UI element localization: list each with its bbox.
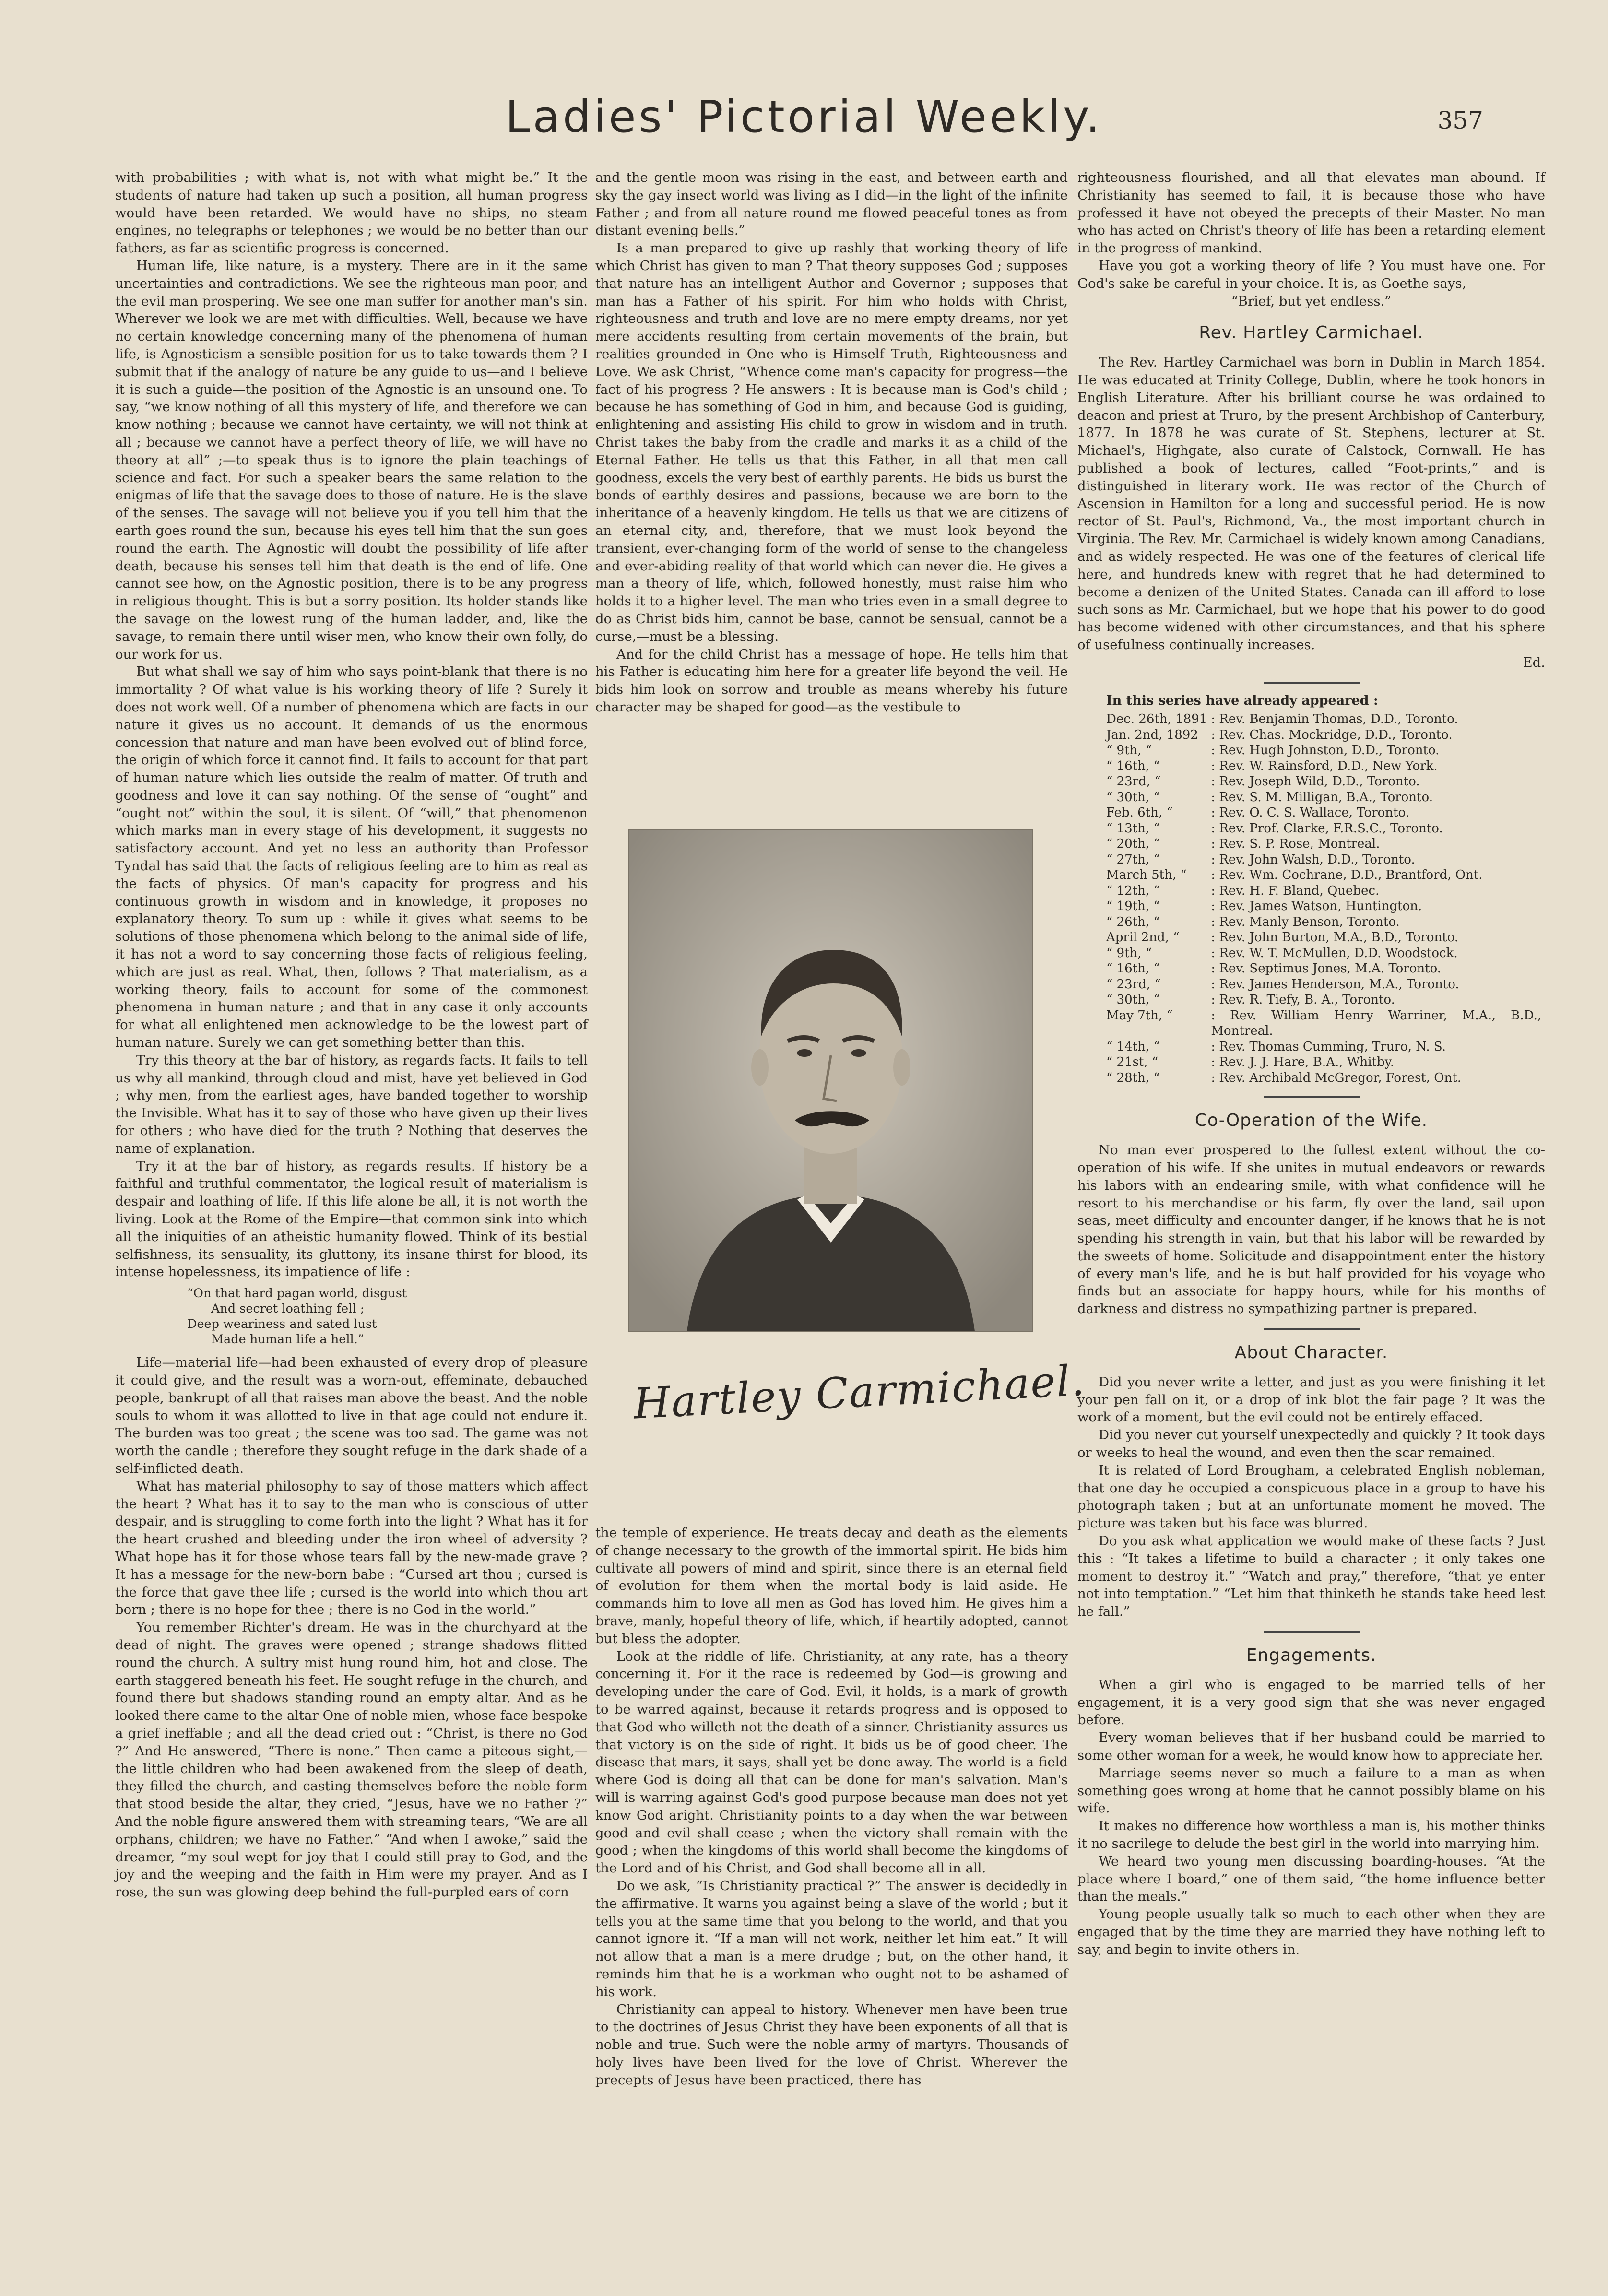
bio-heading: Rev. Hartley Carmichael. bbox=[1199, 323, 1424, 343]
series-name: : Rev. Chas. Mockridge, D.D., Toronto. bbox=[1211, 727, 1453, 742]
series-date: “ 26th, “ bbox=[1106, 914, 1160, 929]
series-row bbox=[1106, 805, 1545, 821]
cooperation-text: No man ever prospered to the fullest extent without the co-operation of his wife. If she unites in mutual endeavors or rewards his labors with an endearing smile, with what confidence will he resort to his merchandise or his farm, fly over the land, sail upon seas, meet difficulty and encounter danger, if he knows that he is not spending his strength in vain, but that his labor will be rewarded by the sweets of home. Solicitude and disappointment enter the history of every man's life, and he is but half provided for his voyage who finds but an associate for happy hours, while for his months of darkness and distress no sympathizing partner is prepared. bbox=[1077, 1142, 1545, 1317]
series-date: “ 16th, “ bbox=[1106, 961, 1160, 976]
engagements-paragraph: Every woman believes that if her husband could be married to some other woman for a week, he would know how to appreciate her. bbox=[1077, 1730, 1545, 1763]
character-paragraph: It is related of Lord Brougham, a celebrated English nobleman, that one day he occupied a conspicuous place in a group to have his photograph taken ; but at an unfortunate moment he moved. The picture was taken but his face was blurred. bbox=[1077, 1462, 1545, 1531]
series-name: : Rev. Manly Benson, Toronto. bbox=[1211, 914, 1400, 929]
series-date: “ 23rd, “ bbox=[1106, 977, 1161, 992]
character-paragraph: Do you ask what application we would make of these facts ? Just this : “It takes a lifetime to build a character ; it only takes one moment to destroy it.” “Watch and pray,” therefore, “that ye enter not into temptation.” “Let him that thinketh he stands take heed lest he fall.” bbox=[1077, 1533, 1545, 1620]
series-date: April 2nd, “ bbox=[1106, 930, 1180, 945]
series-name: : Rev. O. C. S. Wallace, Toronto. bbox=[1211, 805, 1409, 820]
engagements-paragraph: We heard two young men discussing boarding-houses. “At the place where I board,” one of them said, “the home influence better than the meals.” bbox=[1077, 1853, 1545, 1905]
series-name: : Rev. Prof. Clarke, F.R.S.C., Toronto. bbox=[1211, 821, 1443, 836]
article-paragraph: Life—material life—had been exhausted of every drop of pleasure it could give, and the result was a worn-out, effeminate, debauched people, bankrupt of all that raises man above the beast. And the noble souls to whom it was allotted to live in that age could not endure it. The burden was too great ; the scene was too sad. The game was not worth the candle ; therefore they sought refuge in the dark shade of a self-inflicted death. bbox=[115, 1355, 588, 1476]
series-table bbox=[1106, 711, 1545, 1086]
series-name: : Rev. James Henderson, M.A., Toronto. bbox=[1211, 977, 1459, 992]
bio-text: The Rev. Hartley Carmichael was born in Dublin in March 1854. He was educated at Trinity College, Dublin, where he took honors in English Literature. After his brilliant course he was ordained to deacon and priest at Truro, by the present Archbishop of Canterbury, 1877. In 1878 he was curate of St. Stephens, lecturer at St. Michael's, Highgate, also curate of Calstock, Cornwall. He has published a book of lectures, called “Foot-prints,” and is distinguished in literary work. He was rector of the Church of Ascension in Hamilton for a long and successful period. He is now rector of St. Paul's, Richmond, Va., the most important church in Virginia. The Rev. Mr. Carmichael is widely known among Canadians, and as widely respected. He was one of the features of clerical life here, and hundreds knew with regret that he had determined to become a denizen of the United States. Canada can ill afford to lose such sons as Mr. Carmichael, but we hope that his power to do good has become widened with other circumstances, and that his sphere of usefulness continually increases. bbox=[1077, 355, 1545, 652]
editor-signoff: Ed. bbox=[1523, 654, 1545, 670]
article-paragraph: with probabilities ; with what is, not with what might be.” It the students of nature had taken up such a position, all human progress would have been retarded. We would have no ships, no steam engines, no telegraphs or telephones ; we would be no better than our fathers, as far as scientific progress is concerned. bbox=[115, 170, 588, 256]
article-paragraph: Have you got a working theory of life ? You must have one. For God's sake be careful in your choice. It is, as Goethe says, bbox=[1077, 258, 1545, 291]
series-row bbox=[1106, 774, 1545, 790]
article-paragraph: And for the child Christ has a message of hope. He tells him that his Father is educating him here for a greater life beyond the veil. He bids him look on sorrow and trouble as means whereby his future character may be shaped for good—as the vestibule to bbox=[595, 646, 1068, 715]
portrait-photo bbox=[628, 829, 1033, 1332]
series-date: “ 27th, “ bbox=[1106, 852, 1160, 867]
series-row bbox=[1106, 743, 1545, 758]
article-paragraph: But what shall we say of him who says point-blank that there is no immortality ? Of what value is his working theory of life ? Surely it does not work well. Of a number of phenomena which are facts in our nature it gives us no account. It demands of us the enormous concession that nature and man have been evolved out of blind force, the origin of which force it cannot find. It fails to account for that part of human nature which lies outside the realm of matter. Of truth and goodness and love it can say nothing. Of the sense of “ought” and “ought not” within the soul, it is silent. Of “will,” that phenomenon which marks man in every stage of his development, it suggests no satisfactory account. And yet no less an authority than Professor Tyndal has said that the facts of religious feeling are to him as real as the facts of physics. Of man's capacity for progress and his continuous growth in wisdom and in knowledge, it proposes no explanatory theory. To sum up : while it gives what seems to be solutions of those phenomena which belong to the animal side of life, it has not a word to say concerning those facts of religious feeling, which are just as real. What, then, follows ? That materialism, as a working theory, fails to account for some of the commonest phenomena in human nature ; and that in any case it only accounts for what all enlightened men acknowledge to be the lowest part of human nature. Surely we can get something better than this. bbox=[115, 664, 588, 1051]
series-date: Feb. 6th, “ bbox=[1106, 805, 1173, 820]
column-2-continued bbox=[595, 1524, 1068, 2089]
series-row bbox=[1106, 711, 1545, 727]
series-row bbox=[1106, 836, 1545, 852]
series-date: “ 14th, “ bbox=[1106, 1039, 1160, 1054]
article-paragraph: Christianity can appeal to history. Whenever men have been true to the doctrines of Jesus Christ they have been exponents of all that is noble and true. Such were the noble army of martyrs. Thousands of holy lives have been lived for the love of Christ. Wherever the precepts of Jesus have been practiced, there has bbox=[595, 2001, 1068, 2088]
poem-line: And secret loathing fell ; bbox=[211, 1302, 365, 1316]
series-row bbox=[1106, 1008, 1545, 1039]
divider bbox=[1264, 1631, 1360, 1633]
series-name: : Rev. Archibald McGregor, Forest, Ont. bbox=[1211, 1070, 1461, 1085]
engagements-paragraph: It makes no difference how worthless a man is, his mother thinks it no sacrilege to delude the best girl in the world into marrying him. bbox=[1077, 1818, 1545, 1851]
series-date: “ 13th, “ bbox=[1106, 821, 1160, 836]
goethe-quote: “Brief, but yet endless.” bbox=[1231, 293, 1392, 309]
series-name: : Rev. W. T. McMullen, D.D. Woodstock. bbox=[1211, 946, 1458, 960]
column-1 bbox=[115, 169, 588, 1901]
article-paragraph: righteousness flourished, and all that elevates man abound. If Christianity has seemed to fail, it is because those who have professed it have not obeyed the precepts of their Master. No man who has acted on Christ's theory of life has been a retarding element in the progress of mankind. bbox=[1077, 170, 1545, 256]
series-row bbox=[1106, 914, 1545, 930]
divider bbox=[1264, 682, 1360, 684]
series-row bbox=[1106, 1054, 1545, 1070]
series-name: : Rev. William Henry Warriner, M.A., B.D., Montreal. bbox=[1211, 1008, 1541, 1039]
series-row bbox=[1106, 961, 1545, 977]
series-name: : Rev. Wm. Cochrane, D.D., Brantford, Ont. bbox=[1211, 868, 1483, 883]
series-name: : Rev. W. Rainsford, D.D., New York. bbox=[1211, 758, 1438, 773]
poem-line: “On that hard pagan world, disgust bbox=[187, 1286, 407, 1301]
article-paragraph: and the gentle moon was rising in the east, and between earth and sky the gay insect world was living as I did—in the light of the infinite Father ; and from all nature round me flowed peaceful tones as from distant evening bells.” bbox=[595, 170, 1068, 238]
series-row bbox=[1106, 790, 1545, 805]
character-heading: About Character. bbox=[1234, 1343, 1388, 1363]
series-row bbox=[1106, 992, 1545, 1008]
series-name: : Rev. Hugh Johnston, D.D., Toronto. bbox=[1211, 743, 1440, 758]
series-name: : Rev. S. M. Milligan, B.A., Toronto. bbox=[1211, 790, 1433, 805]
series-date: “ 9th, “ bbox=[1106, 946, 1152, 960]
article-paragraph: Human life, like nature, is a mystery. There are in it the same uncertainties and contradictions. We see the righteous man poor, and the evil man prospering. We see one man suffer for another man's sin. Wherever we look we are met with difficulties. Well, because we have no certain knowledge concerning many of the phenomena of human life, is Agnosticism a sensible position for us to take towards them ? I submit that if the analogy of nature be any guide to us—and I believe it is such a guide—the position of the Agnostic is an unsound one. To say, “we know nothing of all this mystery of life, and therefore we can know nothing ; because we cannot have certainty, we will not think at all ; because we cannot have a perfect theory of life, we will have no theory at all” ;—to speak thus is to ignore the plain teachings of science and fact. For such a speaker bears the same relation to the enigmas of life that the savage does to those of nature. He is the slave of the senses. The savage will not believe you if you tell him that the earth goes round the sun, because his eyes tell him that the sun goes round the earth. The Agnostic will doubt the possibility of life after death, because his senses tell him that death is the end of life. One cannot see how, on the Agnostic position, there is to be any progress in religious thought. This is but a sorry position. Its holder stands like the savage on the lowest rung of the human ladder, and, like the savage, to remain there until wiser men, who know their own folly, do our work for us. bbox=[115, 258, 588, 662]
article-paragraph: What has material philosophy to say of those matters which affect the heart ? What has it to say to the man who is conscious of utter despair, and is struggling to come forth into the light ? What has it for the heart crushed and bleeding under the iron wheel of adversity ? What hope has it for those whose tears fall by the new-made grave ? It has a message for the new-born babe : “Cursed art thou ; cursed is the force that gave thee life ; cursed is the world into which thou art born ; there is no hope for thee ; there is no God in the world.” bbox=[115, 1478, 588, 1618]
series-row bbox=[1106, 1070, 1545, 1086]
divider bbox=[1264, 1328, 1360, 1330]
series-row bbox=[1106, 1039, 1545, 1055]
signature: Hartley Carmichael. bbox=[632, 1355, 1087, 1429]
series-name: : Rev. J. J. Hare, B.A., Whitby. bbox=[1211, 1055, 1395, 1070]
engagements-heading: Engagements. bbox=[1246, 1645, 1377, 1666]
series-date: “ 28th, “ bbox=[1106, 1070, 1160, 1085]
series-name: : Rev. Benjamin Thomas, D.D., Toronto. bbox=[1211, 712, 1458, 727]
article-paragraph: You remember Richter's dream. He was in the churchyard at the dead of night. The graves were opened ; strange shadows flitted round the church. A sultry mist hung round him, hot and close. The earth staggered beneath his feet. He sought refuge in the church, and found there but shadows standing round an empty altar. And as he looked there came to the altar One of noble mien, whose face bespoke a grief ineffable ; and all the dead cried out : “Christ, is there no God ?” And He answered, “There is none.” Then came a piteous sight,—the little children who had been awakened from the sleep of death, they filled the church, and casting themselves before the noble form that stood beside the altar, they cried, “Jesus, have we no Father ?” And the noble figure answered them with streaming tears, “We are all orphans, children; we have no Father.” “And when I awoke,” said the dreamer, “my soul wept for joy that I could still pray to God, and the joy and the weeping and the faith in Him were my prayer. And as I rose, the sun was glowing deep behind the full-purpled ears of corn bbox=[115, 1620, 588, 1900]
series-date: “ 30th, “ bbox=[1106, 993, 1160, 1007]
poem-quote bbox=[115, 1286, 588, 1347]
series-name: : Rev. Thomas Cumming, Truro, N. S. bbox=[1211, 1039, 1446, 1054]
poem-line: Made human life a hell.” bbox=[211, 1332, 364, 1347]
series-row bbox=[1106, 867, 1545, 883]
column-2 bbox=[595, 169, 1068, 716]
article-paragraph: Try it at the bar of history, as regards results. If history be a faithful and truthful commentator, the logical result of materialism is despair and loathing of life. If this life alone be all, it is not worth the living. Look at the Rome of the Empire—that common sink into which all the iniquities of an atheistic humanity flowed. Think of its bestial selfishness, its sensuality, its gluttony, its insane thirst for blood, its intense hopelessness, its impatience of life : bbox=[115, 1158, 588, 1280]
series-name: : Rev. R. Tiefy, B. A., Toronto. bbox=[1211, 993, 1395, 1007]
engagements-paragraph: When a girl who is engaged to be married tells of her engagement, it is a very good sign that she was never engaged before. bbox=[1077, 1677, 1545, 1728]
poem-line: Deep weariness and sated lust bbox=[187, 1317, 377, 1332]
engagements-paragraph: Marriage seems never so much a failure to a man as when something goes wrong at home that he cannot possibly blame on his wife. bbox=[1077, 1765, 1545, 1816]
series-date: May 7th, “ bbox=[1106, 1008, 1173, 1023]
character-paragraph: Did you never cut yourself unexpectedly and quickly ? It took days or weeks to heal the wound, and even then the scar remained. bbox=[1077, 1427, 1545, 1461]
series-date: Dec. 26th, 1891 bbox=[1106, 712, 1207, 727]
series-date: “ 30th, “ bbox=[1106, 790, 1160, 805]
portrait-illustration bbox=[629, 830, 1032, 1331]
series-row bbox=[1106, 727, 1545, 743]
series-date: “ 19th, “ bbox=[1106, 899, 1160, 914]
series-name: : Rev. Joseph Wild, D.D., Toronto. bbox=[1211, 774, 1420, 789]
series-row bbox=[1106, 899, 1545, 914]
series-name: : Rev. S. P. Rose, Montreal. bbox=[1211, 837, 1380, 852]
series-date: “ 23rd, “ bbox=[1106, 774, 1161, 789]
series-date: March 5th, “ bbox=[1106, 868, 1187, 883]
article-paragraph: Look at the riddle of life. Christianity, at any rate, has a theory concerning it. For it the race is redeemed by God—is growing and developing under the care of God. Evil, it holds, is a mark of growth to be warred against, because it retards progress and is opposed to that God who willeth not the death of a sinner. Christianity assures us that victory is on the side of right. It bids us be of good cheer. The disease that mars, it says, shall yet be done away. The world is a field where God is doing all that can be done for man's salvation. Man's will is warring against God's good purpose because man does not yet know God aright. Christianity points to a day when the war between good and evil shall cease ; when the victory shall remain with the good ; when the kingdoms of this world shall become the kingdoms of the Lord and of his Christ, and God shall become all in all. bbox=[595, 1648, 1068, 1876]
article-paragraph: the temple of experience. He treats decay and death as the elements of change necessary to the growth of the immortal spirit. He bids him cultivate all powers of mind and spirit, since there is an eternal field of evolution for them when the mortal body is laid aside. He commands him to love all men as God has loved him. He gives him a brave, manly, hopeful theory of life, which, if heartily adopted, cannot but bless the adopter. bbox=[595, 1525, 1068, 1646]
article-paragraph: Do we ask, “Is Christianity practical ?” The answer is decidedly in the affirmative. It warns you against being a slave of the world ; but it tells you at the same time that you belong to the world, and that you cannot ignore it. “If a man will not work, neither let him eat.” It will not allow that a man is a mere drudge ; but, on the other hand, it reminds him that he is a workman who ought not to be ashamed of his work. bbox=[595, 1878, 1068, 2000]
cooperation-heading: Co-Operation of the Wife. bbox=[1194, 1111, 1428, 1131]
series-name: : Rev. Septimus Jones, M.A. Toronto. bbox=[1211, 961, 1442, 976]
series-date: “ 20th, “ bbox=[1106, 837, 1160, 852]
series-row bbox=[1106, 930, 1545, 946]
series-date: “ 12th, “ bbox=[1106, 883, 1160, 898]
article-paragraph: Is a man prepared to give up rashly that working theory of life which Christ has given to man ? That theory supposes God ; supposes that nature has an intelligent Author and Governor ; supposes that man has a Father of his spirit. For him who holds with Christ, righteousness and truth and love are no mere empty dreams, nor yet mere accidents resulting from certain movements of the brain, but realities grounded in One who is Himself Truth, Righteousness and Love. We ask Christ, “Whence come man's capacity for progress—the fact of his progress ? He answers : It is because man is God's child ; because he has something of God in him, and because God is guiding, enlightening and assisting His child to grow in wisdom and in truth. Christ takes the baby from the cradle and marks it as a child of the Eternal Father. He tells us that this Father, in all that men call goodness, excels the very best of earthly parents. He bids us burst the bonds of earthly desires and passions, because we are born to the inheritance of a heavenly kingdom. He tells us that we are citizens of an eternal city, and, therefore, that we must look beyond the transient, ever-changing form of the world of sense to the changeless and ever-abiding reality of that world which can never die. He gives a man a theory of life, which, followed honestly, must raise him who holds it to a higher level. The man who tries even in a small degree to do as Christ bids him, cannot be base, cannot be sensual, cannot be a curse,—must be a blessing. bbox=[595, 240, 1068, 644]
article-paragraph: Try this theory at the bar of history, as regards facts. It fails to tell us why all mankind, through cloud and mist, have yet believed in God ; why men, from the earliest ages, have banded together to worship the Invisible. What has it to say of those who have given up their lives for others ; who have died for the truth ? Nothing that deserves the name of explanation. bbox=[115, 1052, 588, 1156]
page-number: 357 bbox=[1437, 107, 1483, 134]
series-date: Jan. 2nd, 1892 bbox=[1106, 727, 1198, 742]
series-date: “ 21st, “ bbox=[1106, 1055, 1159, 1070]
series-row bbox=[1106, 821, 1545, 837]
series-row bbox=[1106, 852, 1545, 868]
series-name: : Rev. John Walsh, D.D., Toronto. bbox=[1211, 852, 1415, 867]
engagements-paragraph: Young people usually talk so much to each other when they are engaged that by the time they are married they have nothing left to say, and begin to invite others in. bbox=[1077, 1906, 1545, 1957]
series-date: “ 9th, “ bbox=[1106, 743, 1152, 758]
series-row bbox=[1106, 758, 1545, 774]
masthead-title: Ladies' Pictorial Weekly. bbox=[505, 91, 1103, 142]
series-date: “ 16th, “ bbox=[1106, 758, 1160, 773]
series-row bbox=[1106, 946, 1545, 961]
divider bbox=[1264, 1096, 1360, 1098]
series-name: : Rev. H. F. Bland, Quebec. bbox=[1211, 883, 1380, 898]
series-row bbox=[1106, 883, 1545, 899]
series-row bbox=[1106, 977, 1545, 993]
series-name: : Rev. John Burton, M.A., B.D., Toronto. bbox=[1211, 930, 1459, 945]
character-paragraph: Did you never write a letter, and just as you were finishing it let your pen fall on it, or a drop of ink blot the fair page ? It was the work of a moment, but the evil could not be entirely effaced. bbox=[1077, 1374, 1545, 1425]
column-3 bbox=[1077, 169, 1545, 1959]
series-name: : Rev. James Watson, Huntington. bbox=[1211, 899, 1422, 914]
series-title: In this series have already appeared : bbox=[1106, 693, 1378, 708]
